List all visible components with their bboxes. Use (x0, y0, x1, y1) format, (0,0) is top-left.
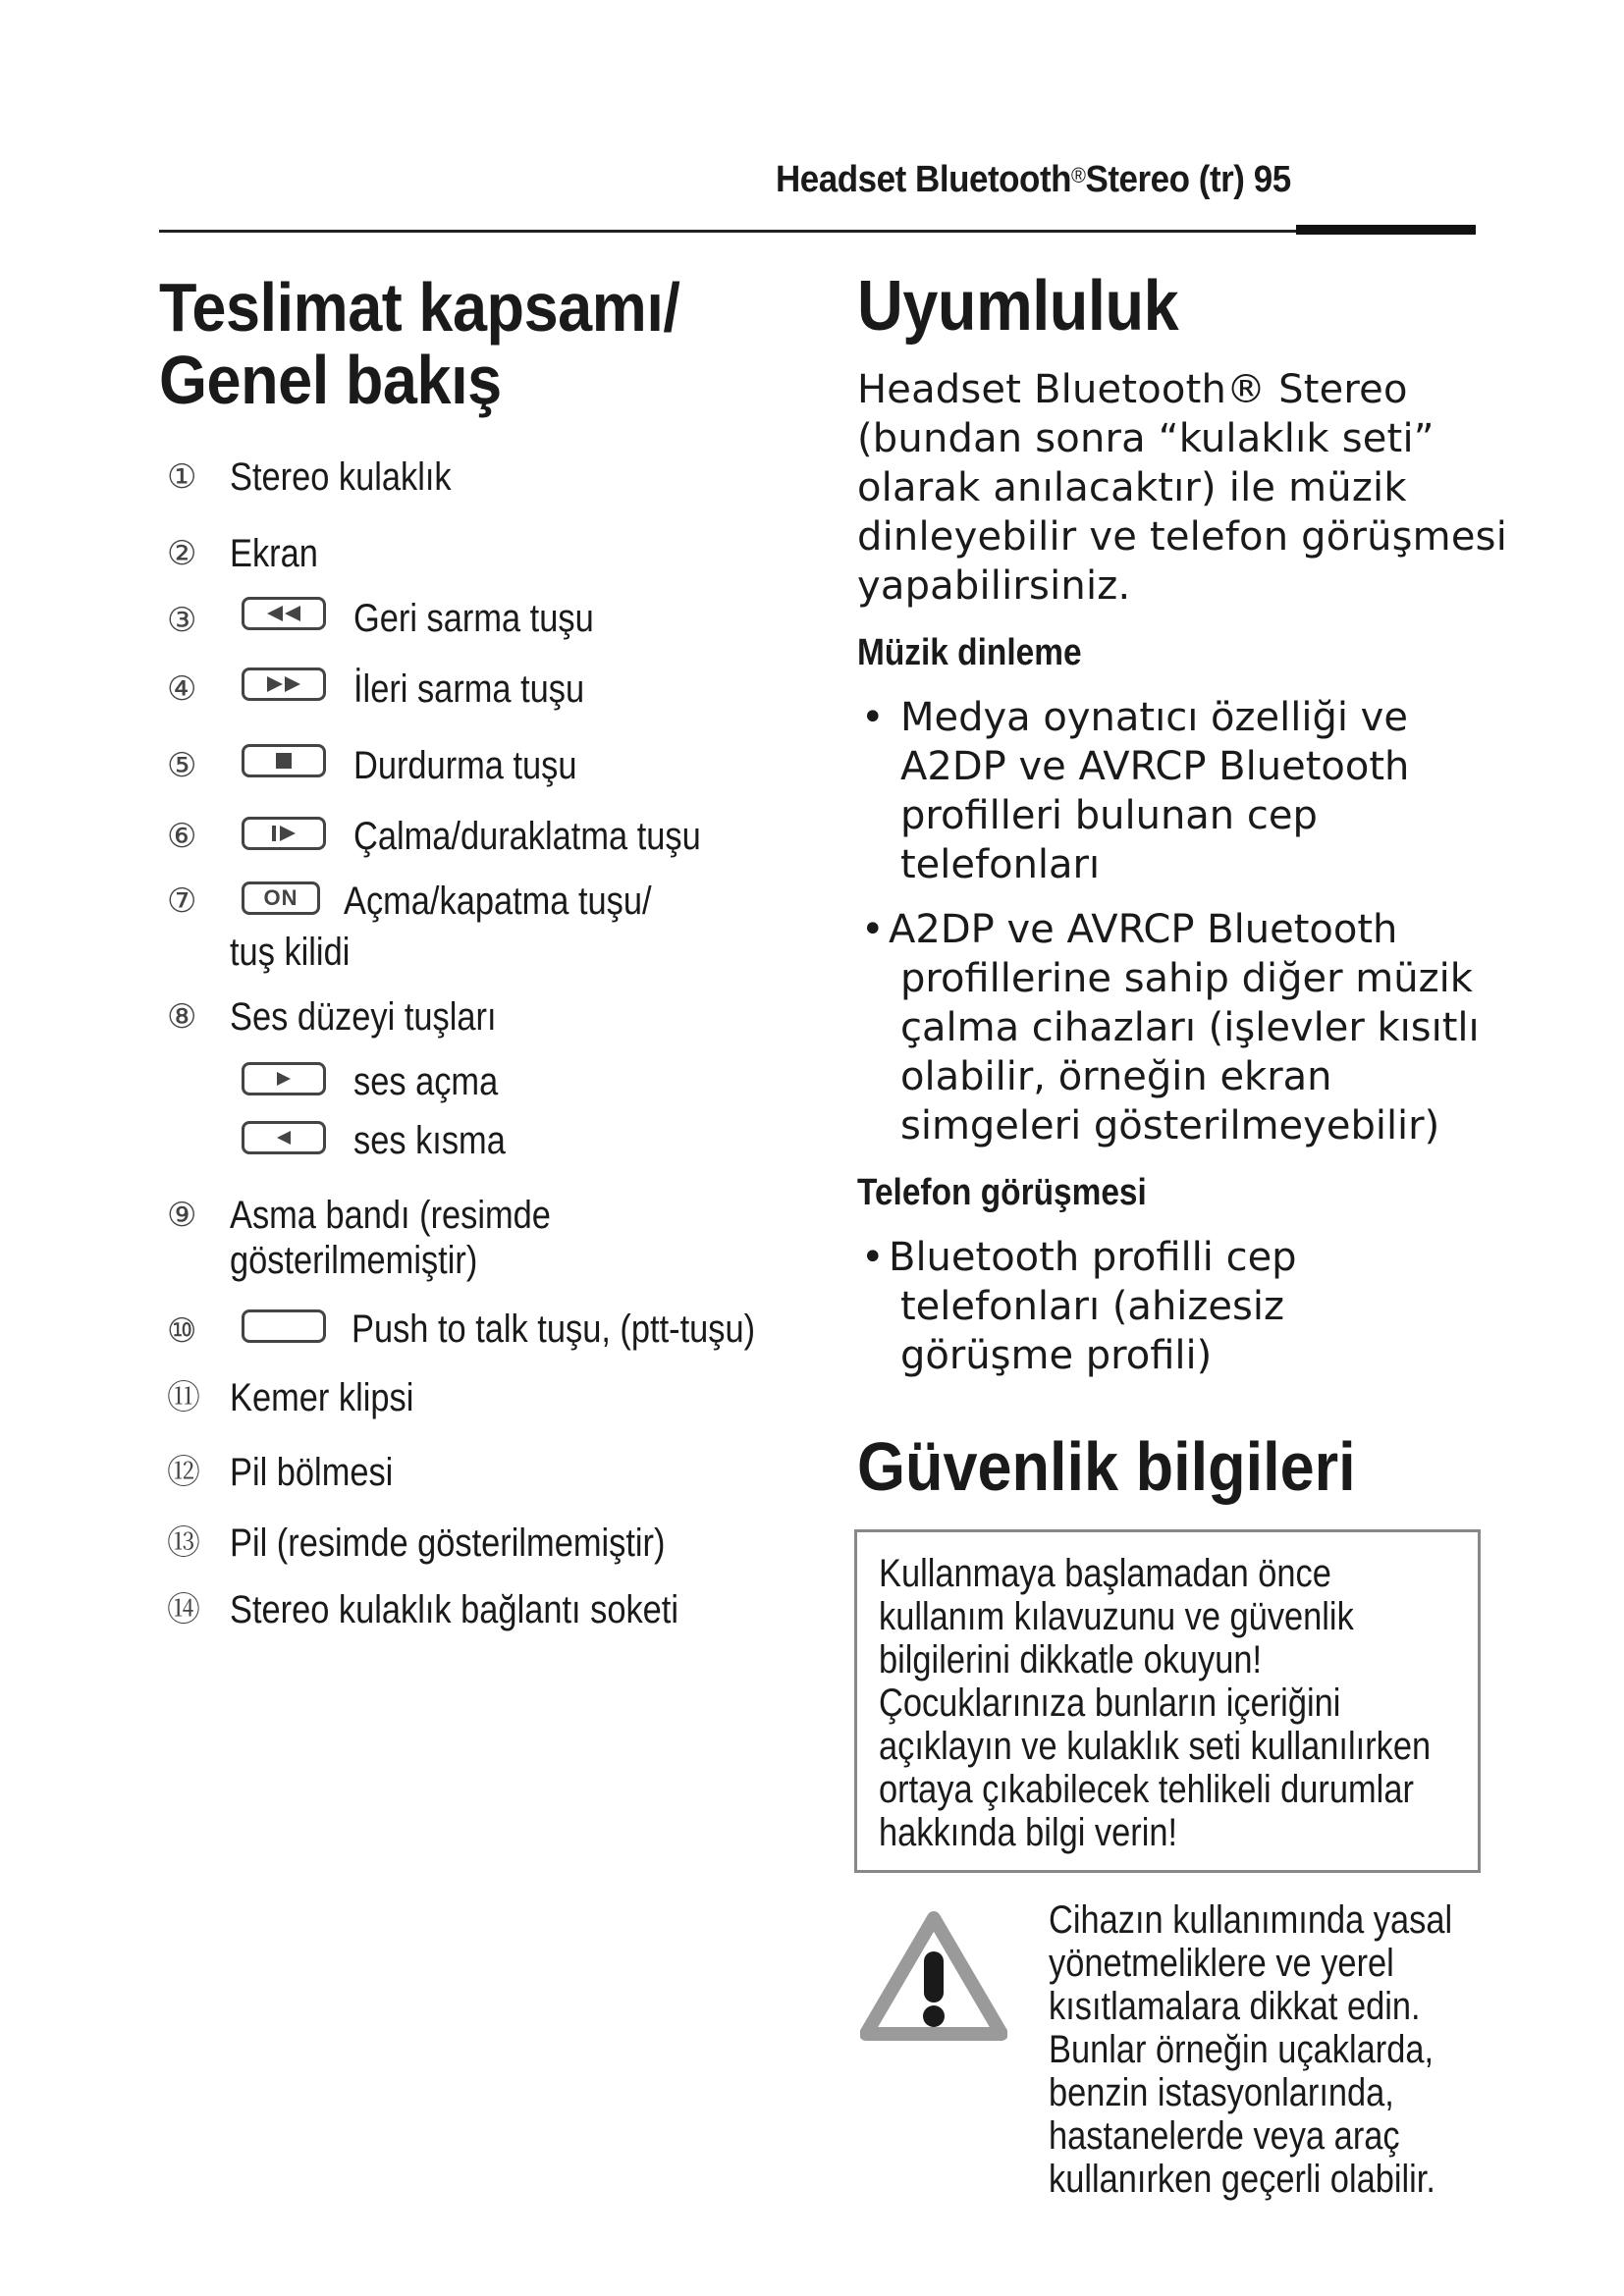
item-label: Pil (resimde gösterilmemiştir) (230, 1522, 666, 1565)
intro-line: olarak anılacaktır) ile müzik (857, 465, 1407, 510)
warning-line: hastanelerde veya araç (1049, 2114, 1400, 2158)
header-rule (159, 230, 1475, 233)
intro-line: (bundan sonra “kulaklık seti” (857, 416, 1435, 461)
item-number: ② (167, 534, 197, 573)
item-label: Açma/kapatma tuşu/ (344, 880, 652, 923)
item-label: Push to talk tuşu, (ptt-tuşu) (352, 1308, 756, 1351)
play-pause-icon (264, 824, 303, 843)
rewind-icon (259, 604, 308, 623)
header-rule-accent (1296, 225, 1476, 235)
volume-up-key (242, 1062, 326, 1095)
item-label: Stereo kulaklık (230, 455, 452, 499)
item-label-cont: tuş kilidi (230, 931, 351, 974)
on-off-key (242, 881, 320, 915)
phone-heading: Telefon görüşmesi (857, 1172, 1147, 1213)
item-label: Asma bandı (resimde (230, 1194, 551, 1237)
notice-line: Çocuklarınıza bunların içeriğini (879, 1682, 1341, 1725)
item-number: ⑨ (167, 1196, 197, 1235)
bullet-line: simgeleri gösterilmeyebilir) (900, 1103, 1440, 1148)
item-number: ① (167, 457, 197, 497)
item-label: Stereo kulaklık bağlantı soketi (230, 1588, 679, 1631)
intro-line: Headset Bluetooth® Stereo (857, 367, 1408, 412)
notice-line: bilgilerini dikkatle okuyun! (879, 1638, 1263, 1682)
legal-warning-text (1049, 1898, 1452, 2201)
item-number: ⑪ (167, 1378, 200, 1417)
item-number: ⑭ (167, 1590, 200, 1629)
item-label: Pil bölmesi (230, 1451, 394, 1494)
intro-line: yapabilirsiniz. (857, 563, 1131, 609)
safety-notice-box (854, 1529, 1481, 1873)
notice-line: hakkında bilgi verin! (879, 1811, 1178, 1854)
left-title-line2: Genel bakış (159, 342, 502, 418)
bullet-mark: • (861, 907, 885, 952)
fast-forward-icon (259, 674, 308, 694)
volume-up-label: ses açma (353, 1060, 499, 1103)
item-number: ⑫ (167, 1453, 200, 1492)
volume-down-key (242, 1121, 326, 1154)
notice-line: Kullanmaya başlamadan önce (879, 1552, 1331, 1595)
bullet-line: telefonları (ahizesiz (900, 1284, 1284, 1329)
left-section-title (159, 271, 679, 416)
warning-line: Bunlar örneğin uçaklarda, (1049, 2028, 1435, 2071)
item-label: Kemer klipsi (230, 1376, 414, 1419)
bullet-text (889, 905, 1480, 1150)
notice-line: ortaya çıkabilecek tehlikeli durumlar (879, 1768, 1414, 1811)
warning-line: yönetmeliklere ve yerel (1049, 1942, 1394, 1985)
item-label: Çalma/duraklatma tuşu (353, 815, 701, 858)
bullet-line: Medya oynatıcı özelliği ve (900, 695, 1408, 740)
volume-up-icon (272, 1069, 296, 1089)
item-label: Ses düzeyi tuşları (230, 995, 497, 1039)
bullet-line: A2DP ve AVRCP Bluetooth (889, 907, 1398, 952)
bullet-mark: • (861, 695, 885, 740)
warning-line: benzin istasyonlarında, (1049, 2071, 1394, 2114)
on-key-label: ON (263, 885, 298, 910)
item-number: ⑥ (167, 817, 197, 856)
bullet-line: olabilir, örneğin ekran (900, 1054, 1332, 1099)
item-label: İleri sarma tuşu (353, 667, 585, 711)
item-number: ⑬ (167, 1523, 200, 1563)
warning-line: kısıtlamalara dikkat edin. (1049, 1985, 1421, 2028)
notice-line: kullanım kılavuzunu ve güvenlik (879, 1595, 1354, 1638)
item-label: Geri sarma tuşu (353, 597, 594, 640)
header-title-suffix: Stereo (tr) 95 (1085, 159, 1291, 200)
bullet-line: profilleri bulunan cep (900, 793, 1318, 838)
safety-notice-text (879, 1552, 1431, 1854)
registered-mark: ® (1071, 163, 1086, 187)
music-heading: Müzik dinleme (857, 632, 1082, 673)
bullet-line: görüşme profili) (900, 1333, 1213, 1378)
bullet-text (900, 693, 1409, 889)
warning-line: Cihazın kullanımında yasal (1049, 1898, 1453, 1942)
item-number: ⑧ (167, 997, 197, 1037)
bullet-line: profillerine sahip diğer müzik (900, 956, 1473, 1001)
item-label: Ekran (230, 532, 318, 575)
warning-icon (860, 1910, 1007, 2042)
item-number: ④ (167, 669, 197, 709)
notice-line: açıklayın ve kulaklık seti kullanılırken (879, 1725, 1432, 1768)
left-title-line1: Teslimat kapsamı/ (159, 269, 680, 346)
header-title-prefix: Headset Bluetooth (776, 159, 1072, 200)
fast-forward-key (242, 667, 326, 701)
intro-paragraph (857, 365, 1507, 611)
item-number: ⑤ (167, 746, 197, 785)
rewind-key (242, 597, 326, 630)
volume-down-label: ses kısma (353, 1119, 506, 1162)
item-number: ③ (167, 601, 197, 640)
bullet-line: çalma cihazları (işlevler kısıtlı (900, 1005, 1480, 1050)
intro-line: dinleyebilir ve telefon görüşmesi (857, 514, 1508, 560)
item-number: ⑦ (167, 881, 197, 921)
bullet-line: A2DP ve AVRCP Bluetooth (900, 744, 1410, 789)
play-pause-key (242, 817, 326, 850)
bullet-line: Bluetooth profilli cep (889, 1235, 1297, 1280)
compatibility-title: Uyumluluk (857, 267, 1179, 346)
bullet-text (889, 1233, 1297, 1380)
push-to-talk-key (242, 1309, 326, 1343)
warning-line: kullanırken geçerli olabilir. (1049, 2158, 1435, 2201)
safety-title: Güvenlik bilgileri (857, 1428, 1356, 1505)
stop-icon (272, 751, 296, 771)
volume-down-icon (272, 1128, 296, 1148)
page-header (776, 159, 1291, 201)
item-label-cont: gösterilmemiştir) (230, 1239, 478, 1282)
item-number: ⑩ (167, 1311, 197, 1351)
stop-key (242, 744, 326, 777)
bullet-line: telefonları (900, 842, 1101, 887)
blank-key-icon (279, 1321, 289, 1331)
item-label: Durdurma tuşu (353, 744, 577, 787)
bullet-mark: • (861, 1235, 885, 1280)
